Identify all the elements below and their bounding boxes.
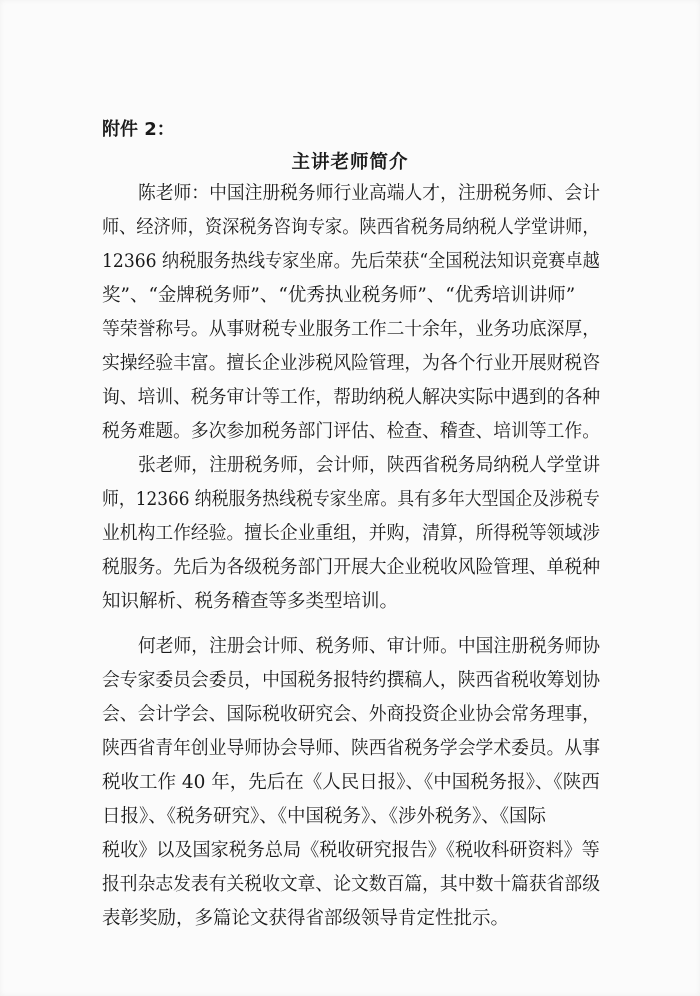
paragraph-3-line-2: 会专家委员会委员，中国税务报特约撰稿人，陕西省税收筹划协 [102, 670, 601, 691]
paragraph-2-line-3: 业机构工作经验。擅长企业重组，并购，清算，所得税等领域涉 [102, 523, 601, 544]
paragraph-1-line-7: 询、培训、税务审计等工作，帮助纳税人解决实际中遇到的各种 [102, 387, 601, 408]
attachment-label: 附件 2： [102, 119, 175, 140]
paragraph-3-line-4: 陕西省青年创业导师协会导师、陕西省税务学会学术委员。从事 [102, 738, 601, 759]
paragraph-3-line-7: 税收》以及国家税务总局《税收研究报告》《税收科研资料》等 [102, 840, 600, 861]
paragraph-1-line-8: 税务难题。多次参加税务部门评估、检查、稽查、培训等工作。 [102, 421, 601, 442]
paragraph-1-line-1: 陈老师：中国注册税务师行业高端人才，注册税务师、会计 [138, 183, 601, 204]
paragraph-2-line-4: 税服务。先后为各级税务部门开展大企业税收风险管理、单税种 [102, 557, 601, 578]
paragraph-3-line-3: 会、会计学会、国际税收研究会、外商投资企业协会常务理事， [102, 704, 601, 725]
page-title: 主讲老师简介 [291, 152, 409, 173]
paragraph-1-line-5: 等荣誉称号。从事财税专业服务工作二十余年，业务功底深厚， [102, 319, 601, 340]
paragraph-2-line-2: 师，12366 纳税服务热线税专家坐席。具有多年大型国企及涉税专 [102, 489, 600, 510]
paragraph-3-line-5: 税收工作 40 年，先后在《人民日报》、《中国税务报》、《陕西 [102, 772, 600, 793]
paragraph-1-line-2: 师、经济师，资深税务咨询专家。陕西省税务局纳税人学堂讲师， [102, 217, 600, 238]
paragraph-2-line-5: 知识解析、税务稽查等多类型培训。 [102, 591, 399, 612]
paragraph-3-line-9: 表彰奖励，多篇论文获得省部级领导肯定性批示。 [102, 908, 510, 929]
paragraph-1-line-6: 实操经验丰富。擅长企业涉税风险管理，为各个行业开展财税咨 [102, 353, 601, 374]
paragraph-2-line-1: 张老师，注册税务师，会计师，陕西省税务局纳税人学堂讲 [138, 455, 601, 476]
paragraph-1-line-3: 12366 纳税服务热线专家坐席。先后荣获“全国税法知识竞赛卓越 [102, 251, 600, 272]
paragraph-3-line-1: 何老师，注册会计师、税务师、审计师。中国注册税务师协 [138, 636, 601, 657]
paragraph-3-line-8: 报刊杂志发表有关税收文章、论文数百篇，其中数十篇获省部级 [102, 874, 601, 895]
paragraph-1-line-4: 奖”、“金牌税务师”、“优秀执业税务师”、“优秀培训讲师” [102, 285, 576, 306]
paragraph-3-line-6: 日报》、《税务研究》、《中国税务》、《涉外税务》、《国际 [102, 806, 547, 827]
